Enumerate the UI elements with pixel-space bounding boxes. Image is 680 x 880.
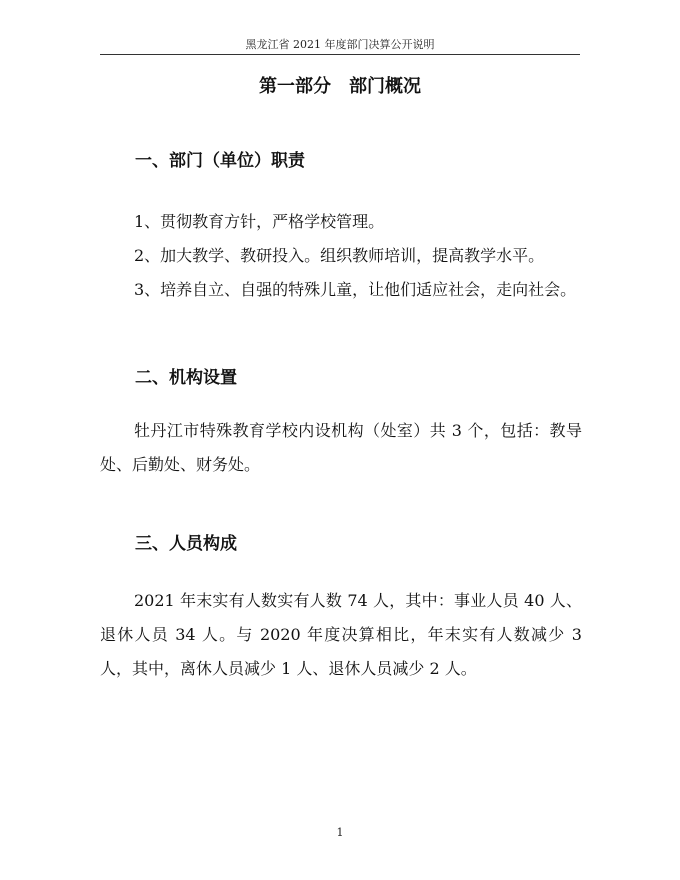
- running-header: 黑龙江省 2021 年度部门决算公开说明: [245, 38, 435, 51]
- duty-item-1: 1、贯彻教育方针，严格学校管理。: [134, 212, 385, 231]
- section-heading-duties: 一、部门（单位）职责: [135, 151, 305, 171]
- header-rule: [100, 54, 580, 55]
- page-number: 1: [336, 826, 344, 839]
- section-heading-personnel: 三、人员构成: [135, 534, 237, 554]
- section-heading-organization: 二、机构设置: [135, 368, 237, 388]
- organization-paragraph: 牡丹江市特殊教育学校内设机构（处室）共 3 个，包括：教导处、后勤处、财务处。: [100, 421, 582, 474]
- part-title: 第一部分 部门概况: [259, 76, 421, 97]
- duty-item-3: 3、培养自立、自强的特殊儿童，让他们适应社会，走向社会。: [134, 280, 577, 299]
- personnel-paragraph: 2021 年末实有人数实有人数 74 人，其中：事业人员 40 人、退休人员 34 人。与 2020 年度决算相比，年末实有人数减少 3 人，其中，离休人员减少 1 人、退休人员减少 2 人。: [100, 591, 582, 678]
- duty-item-2: 2、加大教学、教研投入。组织教师培训，提高教学水平。: [134, 246, 545, 265]
